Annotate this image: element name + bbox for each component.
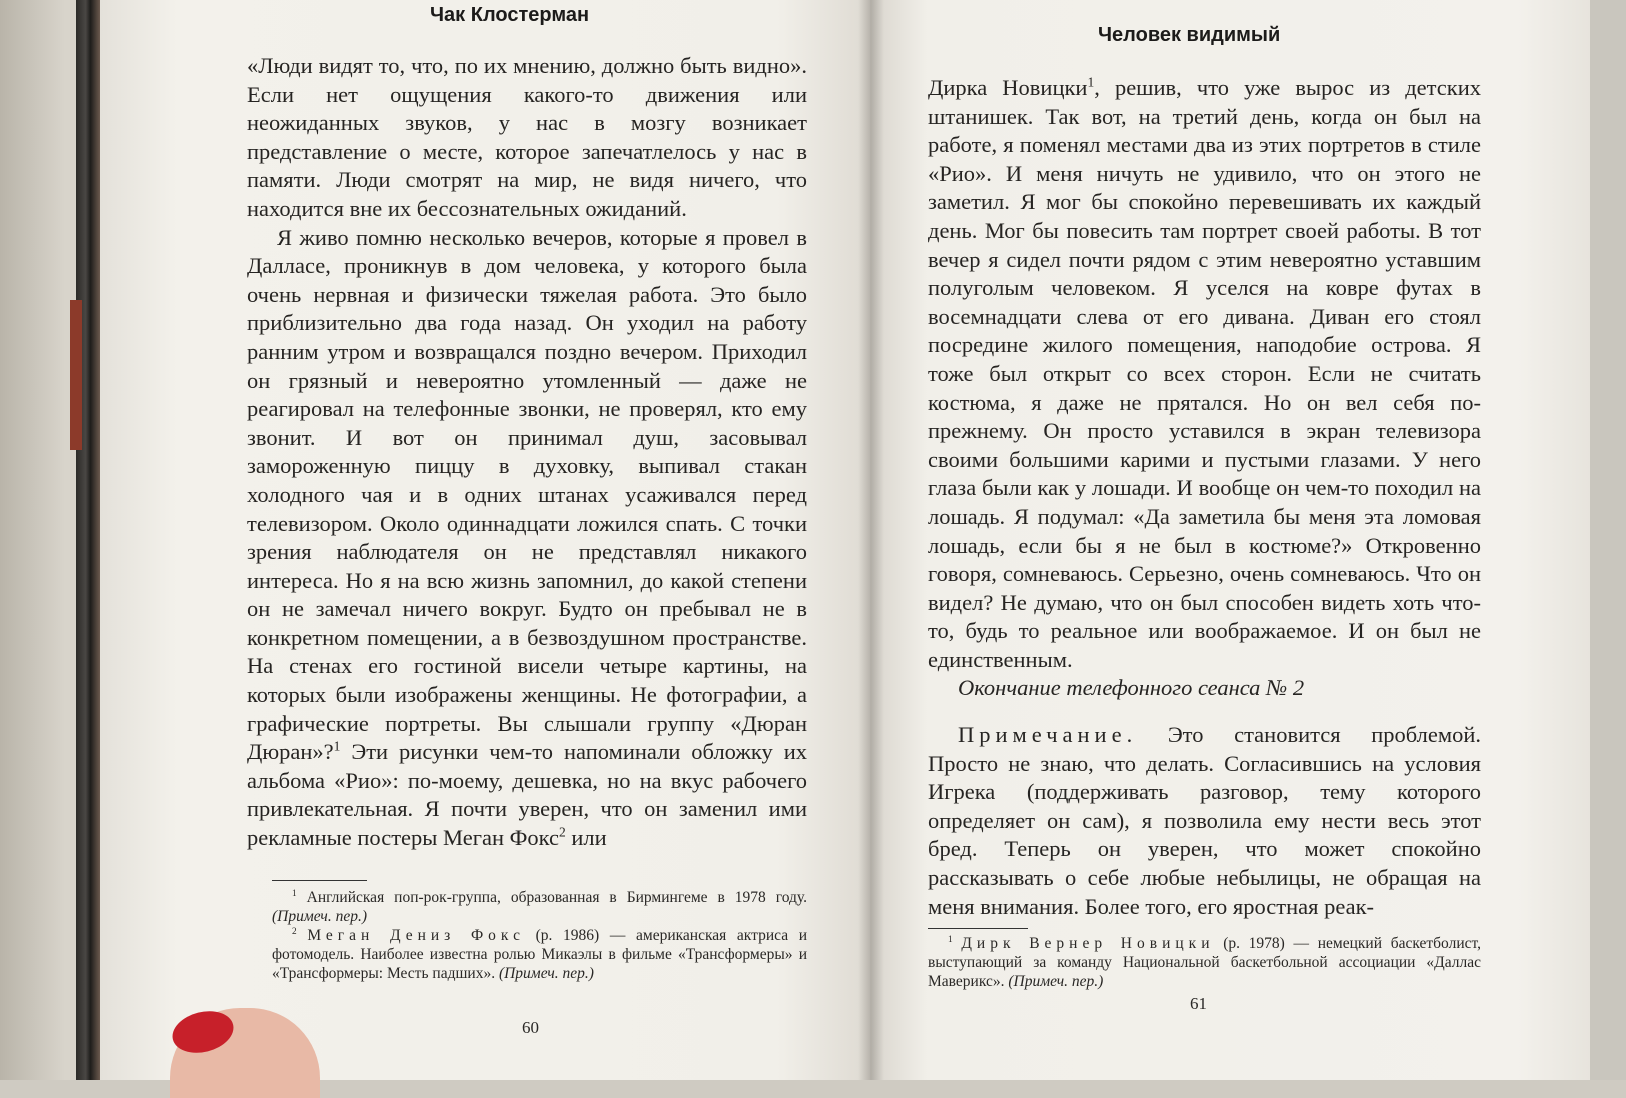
footnote-2 bbox=[272, 926, 807, 983]
right-background bbox=[1590, 0, 1626, 1080]
footnote-2-tag: (Примеч. пер.) bbox=[498, 965, 594, 982]
right-footnote-rule bbox=[928, 928, 1028, 929]
footnote-2-number: 2 bbox=[292, 926, 297, 937]
right-footnote-tag: (Примеч. пер.) bbox=[1008, 973, 1104, 990]
left-paragraph-2 bbox=[247, 224, 807, 853]
footnote-2-text: (р. 1986) — американская актриса и фотомодель. Наиболее известна ролью Микаэлы в фильме «Трансформеры» и «Трансформеры: Месть падших». bbox=[272, 927, 808, 982]
right-footnote-1 bbox=[928, 934, 1481, 991]
footnote-1-number: 1 bbox=[292, 888, 297, 899]
note-text: Это становится проблемой. Просто не знаю, что делать. Согласившись на условия Игрека (поддерживать разговор, тему которого определяет он сам), я позволила ему нести весь этот бред. Теперь он уверен, что может спокойно рассказывать о себе любые небылицы, не обращая на меня внимания. Более того, его яростная реак- bbox=[928, 722, 1481, 919]
footnote-mark-right-1: 1 bbox=[1087, 74, 1095, 90]
right-footnotes bbox=[928, 934, 1481, 991]
footnote-2-name: Меган Дениз Фокс bbox=[307, 927, 525, 944]
right-paragraph-1-rest: , решив, что уже вырос из детских штанишек. Так вот, на третий день, когда он был на работе, я поменял местами два из этих портретов в стиле «Рио». И меня ничуть не удивило, что он этого не заметил. Я мог бы спокойно перевешивать их каждый день. Мог бы повесить там портрет своей работы. В тот вечер я сидел почти рядом с этим невероятно уставшим полуголым человеком. Я уселся на ковре футах в восемнадцати слева от его дивана. Диван его стоял посредине жилого помещения, наподобие острова. Я тоже был открыт со всех сторон. Если не считать костюма, я даже не прятался. Но он вел себя по-прежнему. Он просто уставился в экран телевизора своими большими карими и пустыми глазами. У него глаза были как у лошади. И вообще он чем-то походил на лошадь. Я подумал: «Да заметила бы меня эта ломовая лошадь, если бы я не был в костюме?» Откровенно говоря, сомневаюсь. Серьезно, очень сомневаюсь. Что он видел? Не думаю, что он был способен видеть хоть что-то, будь то реальное или воображаемое. И он был не единственным. bbox=[928, 75, 1481, 672]
footnote-1 bbox=[272, 888, 807, 926]
left-running-head: Чак Клостерман bbox=[430, 4, 590, 26]
footnote-mark-2: 2 bbox=[559, 824, 566, 840]
footnote-1-tag: (Примеч. пер.) bbox=[272, 908, 367, 925]
footnote-1-text: Английская поп-рок-группа, образованная в Бирмингеме в 1978 году. bbox=[306, 889, 807, 906]
right-page-number: 61 bbox=[1190, 994, 1207, 1013]
book-edge-stripe bbox=[70, 300, 82, 450]
footnote-mark-1: 1 bbox=[333, 738, 341, 754]
right-page bbox=[870, 0, 1590, 1080]
left-page-number: 60 bbox=[522, 1018, 539, 1037]
note-paragraph bbox=[928, 721, 1481, 921]
right-paragraph-1-start: Дирка Новицки bbox=[928, 75, 1088, 100]
right-body-text bbox=[928, 74, 1481, 921]
left-page bbox=[100, 0, 870, 1080]
right-running-head: Человек видимый bbox=[1098, 24, 1281, 46]
book-edge bbox=[76, 0, 100, 1080]
book-gutter bbox=[858, 0, 884, 1080]
left-paragraph-2-text: Я живо помню несколько вечеров, которые я провел в Далласе, проникнув в дом человека, у которого была очень нервная и физически тяжелая работа. Это было приблизительно два года назад. Он уходил на работу ранним утром и возвращался поздно вечером. Приходил он грязный и невероятно утомленный — даже не реагировал на телефонные звонки, не проверял, кто ему звонит. И вот он принимал душ, засовывал замороженную пиццу в духовку, выпивал стакан холодного чая и в одних штанах усаживался перед телевизором. Около одиннадцати ложился спать. С точки зрения наблюдателя он не представлял никакого интереса. Но я на всю жизнь запомнил, до какой степени он не замечал ничего вокруг. Будто он пребывал не в конкретном помещении, а в безвоздушном пространстве. На стенах его гостиной висели четыре картины, на которых были изображены женщины. Не фотографии, а графические портреты. Вы слышали группу «Дюран Дюран»? bbox=[247, 224, 807, 765]
right-footnote-text: (р. 1978) — немецкий баскетболист, выступающий за команду Национальной баскетбольной ассоциации «Даллас Маверикс». bbox=[928, 935, 1481, 990]
left-body-text bbox=[247, 52, 807, 853]
note-label: Примечание. bbox=[958, 722, 1138, 748]
blank-line bbox=[928, 703, 1481, 721]
footnote-rule bbox=[272, 880, 367, 881]
left-footnotes bbox=[272, 888, 807, 983]
left-paragraph-2-end: или bbox=[571, 825, 607, 851]
right-footnote-name: Дирк Вернер Новицки bbox=[961, 935, 1215, 952]
left-paragraph-2-cont: Эти рисунки чем-то напоминали обложку их альбома «Рио»: по-моему, дешевка, но на вкус рабочего привлекательная. Я почти уверен, что он заменил ими рекламные постеры Меган Фокс bbox=[247, 739, 808, 851]
right-footnote-number: 1 bbox=[948, 934, 953, 945]
right-paragraph-1 bbox=[928, 74, 1481, 674]
left-paragraph-1: «Люди видят то, что, по их мнению, должно быть видно». Если нет ощущения какого-то движения или неожиданных звуков, у нас в мозгу возникает представление о месте, которое запечатлелось у нас в памяти. Люди смотрят на мир, не видя ничего, что находится вне их бессознательных ожиданий. bbox=[247, 53, 807, 221]
session-end-line: Окончание телефонного сеанса № 2 bbox=[958, 675, 1305, 701]
